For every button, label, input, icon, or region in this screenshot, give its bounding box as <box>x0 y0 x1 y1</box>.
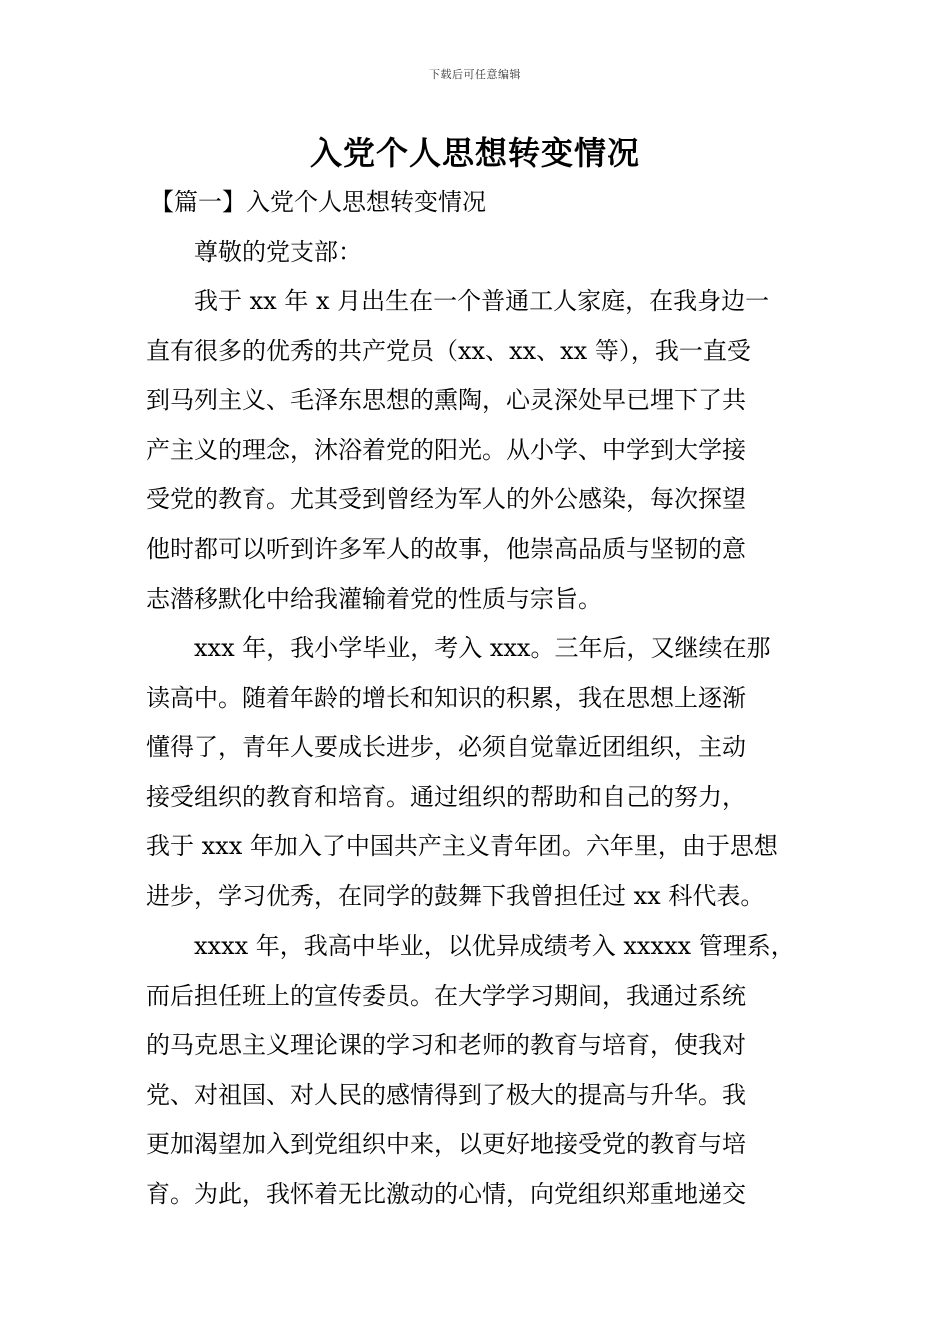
paragraph-line: 志潜移默化中给我灌输着党的性质与宗旨。 <box>146 584 602 613</box>
paragraph-line: xxxx 年，我高中毕业，以优异成绩考入 xxxxx 管理系， <box>194 932 795 960</box>
paragraph-line: 我于 xx 年 x 月出生在一个普通工人家庭，在我身边一 <box>194 287 770 315</box>
paragraph-line: 而后担任班上的宣传委员。在大学学习期间，我通过系统 <box>146 981 746 1010</box>
paragraph-line: 更加渴望加入到党组织中来，以更好地接受党的教育与培 <box>146 1130 746 1159</box>
paragraph-line: 懂得了，青年人要成长进步，必须自觉靠近团组织，主动 <box>146 733 746 762</box>
paragraph-line: 党、对祖国、对人民的感情得到了极大的提高与升华。我 <box>146 1080 746 1109</box>
paragraph-line: 我于 xxx 年加入了中国共产主义青年团。六年里，由于思想 <box>146 832 778 861</box>
paragraph-1 <box>146 277 810 624</box>
paragraph-line: 接受组织的教育和培育。通过组织的帮助和自己的努力， <box>146 782 746 811</box>
salutation: 尊敬的党支部： <box>194 238 362 266</box>
document-title: 入党个人思想转变情况 <box>309 134 640 172</box>
paragraph-line: 到马列主义、毛泽东思想的熏陶，心灵深处早已埋下了共 <box>146 386 746 415</box>
paragraph-line: 他时都可以听到许多军人的故事，他崇高品质与坚韧的意 <box>146 534 746 563</box>
paragraph-line: 进步，学习优秀，在同学的鼓舞下我曾担任过 xx 科代表。 <box>146 881 765 910</box>
paragraph-line: 的马克思主义理论课的学习和老师的教育与培育，使我对 <box>146 1031 746 1060</box>
paragraph-3 <box>146 922 810 1220</box>
paragraph-2 <box>146 624 810 922</box>
paragraph-line: 读高中。随着年龄的增长和知识的积累，我在思想上逐渐 <box>146 683 746 712</box>
section-heading: 【篇一】入党个人思想转变情况 <box>150 188 486 216</box>
paragraph-line: 产主义的理念，沐浴着党的阳光。从小学、中学到大学接 <box>146 435 746 464</box>
paragraph-line: xxx 年，我小学毕业，考入 xxx。三年后，又继续在那 <box>194 634 771 662</box>
paragraph-line: 育。为此，我怀着无比激动的心情，向党组织郑重地递交 <box>146 1179 746 1208</box>
paragraph-line: 直有很多的优秀的共产党员（xx、xx、xx 等），我一直受 <box>146 336 751 365</box>
paragraph-line: 受党的教育。尤其受到曾经为军人的外公感染，每次探望 <box>146 485 746 514</box>
header-note: 下载后可任意编辑 <box>429 68 521 81</box>
